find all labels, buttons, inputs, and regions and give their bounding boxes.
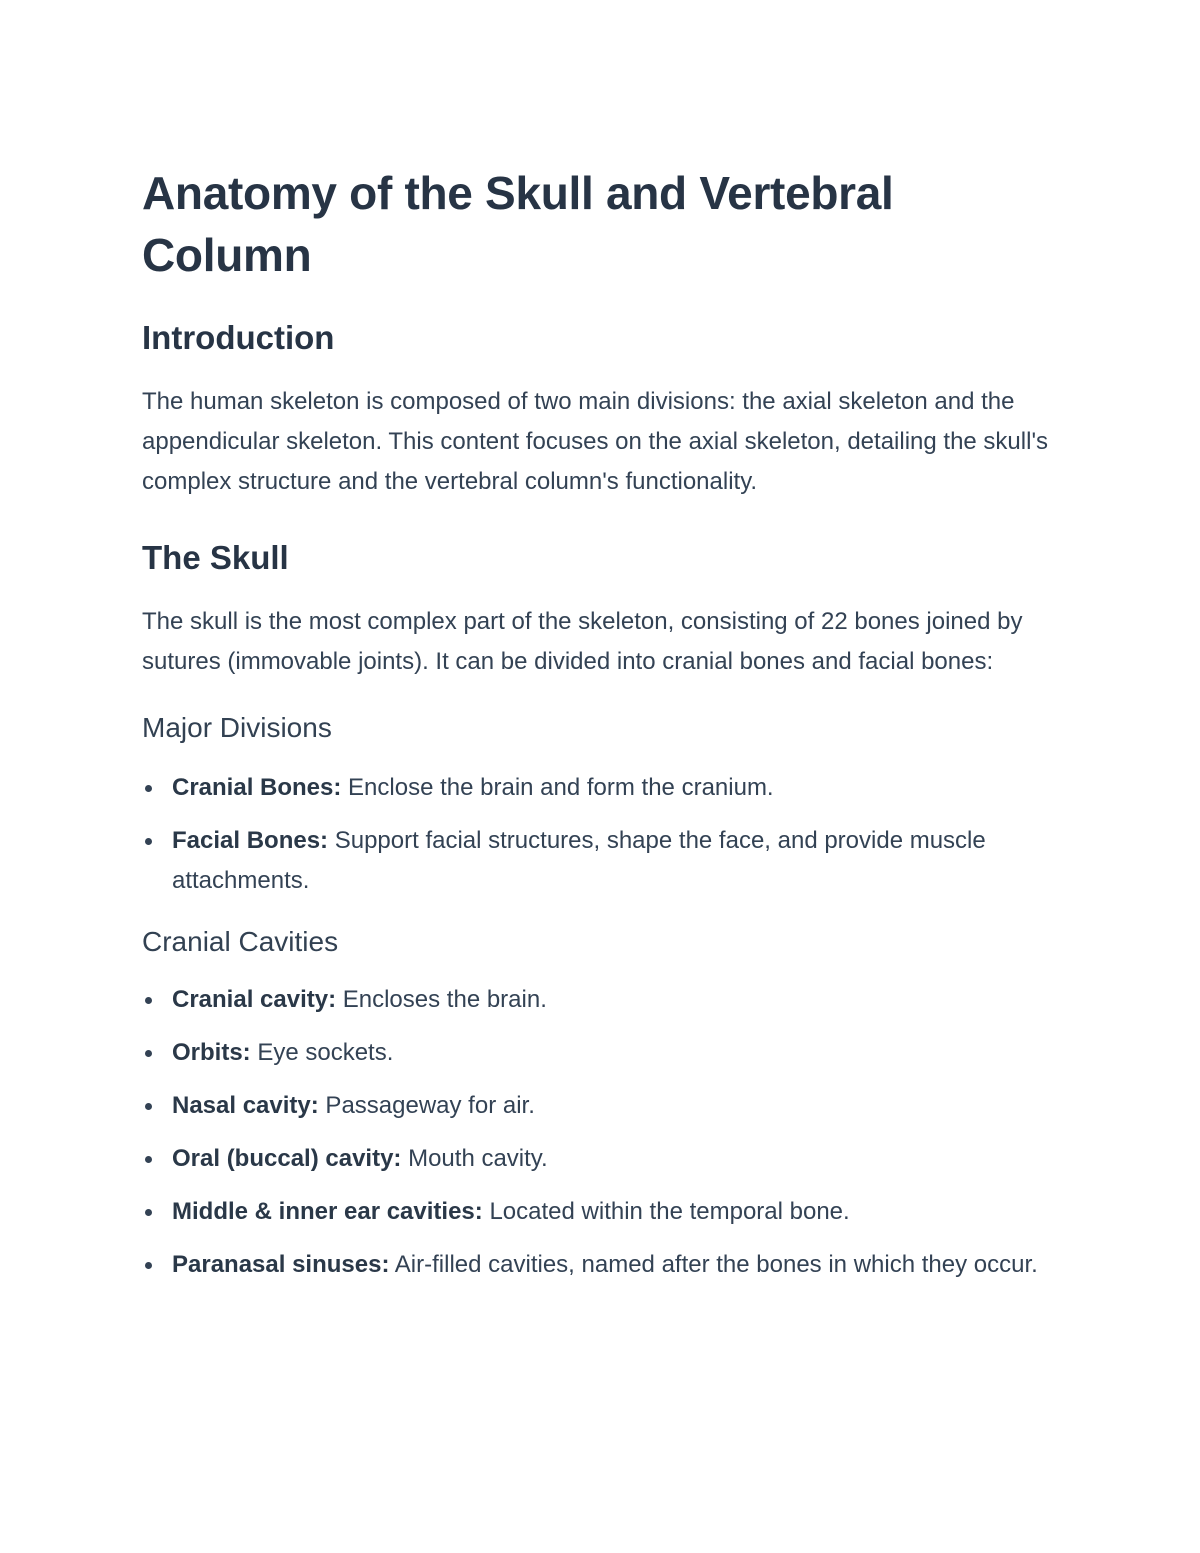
bullet-icon (145, 1209, 152, 1216)
cranial-cavities-heading: Cranial Cavities (142, 926, 339, 957)
page-title: Anatomy of the Skull and Vertebral Column (142, 167, 894, 281)
bullet-icon (145, 838, 152, 845)
list-item (142, 821, 1050, 901)
list-item-term: Facial Bones: (172, 827, 329, 854)
list-item-description: Passageway for air. (318, 1092, 535, 1119)
bullet-icon (145, 1103, 152, 1110)
list-item-description: Located within the temporal bone. (482, 1198, 850, 1225)
list-item-description: Air-filled cavities, named after the bones in which they occur. (389, 1251, 1038, 1278)
bullet-icon (145, 785, 152, 792)
list-item-description: Eye sockets. (250, 1039, 394, 1066)
list-item (142, 980, 1050, 1020)
introduction-heading: Introduction (142, 319, 335, 356)
list-item-term: Oral (buccal) cavity: (172, 1145, 402, 1172)
list-item-term: Nasal cavity: (172, 1092, 319, 1119)
list-item-term: Middle & inner ear cavities: (172, 1198, 483, 1225)
major-divisions-list (142, 768, 1050, 901)
list-item-description: Mouth cavity. (401, 1145, 548, 1172)
list-item-description: Support facial structures, shape the face, and provide muscle attachments. (172, 827, 986, 894)
list-item (142, 768, 1050, 808)
skull-paragraph: The skull is the most complex part of the skeleton, consisting of 22 bones joined by sutures (immovable joints). It can be divided into cranial bones and facial bones: (142, 608, 1023, 675)
list-item (142, 1192, 1050, 1232)
bullet-icon (145, 1050, 152, 1057)
list-item-description: Encloses the brain. (336, 986, 547, 1013)
list-item (142, 1033, 1050, 1073)
bullet-icon (145, 997, 152, 1004)
list-item-term: Orbits: (172, 1039, 251, 1066)
skull-heading: The Skull (142, 539, 289, 576)
cranial-cavities-list (142, 980, 1050, 1285)
bullet-icon (145, 1156, 152, 1163)
list-item (142, 1245, 1050, 1285)
list-item (142, 1139, 1050, 1179)
list-item-description: Enclose the brain and form the cranium. (341, 774, 774, 801)
major-divisions-heading: Major Divisions (142, 712, 332, 743)
list-item-term: Cranial cavity: (172, 986, 337, 1013)
list-item (142, 1086, 1050, 1126)
list-item-term: Cranial Bones: (172, 774, 342, 801)
list-item-term: Paranasal sinuses: (172, 1251, 390, 1278)
bullet-icon (145, 1262, 152, 1269)
introduction-paragraph: The human skeleton is composed of two main divisions: the axial skeleton and the appendicular skeleton. This content focuses on the axial skeleton, detailing the skull's complex structure and the vertebral column's functionality. (142, 388, 1049, 495)
